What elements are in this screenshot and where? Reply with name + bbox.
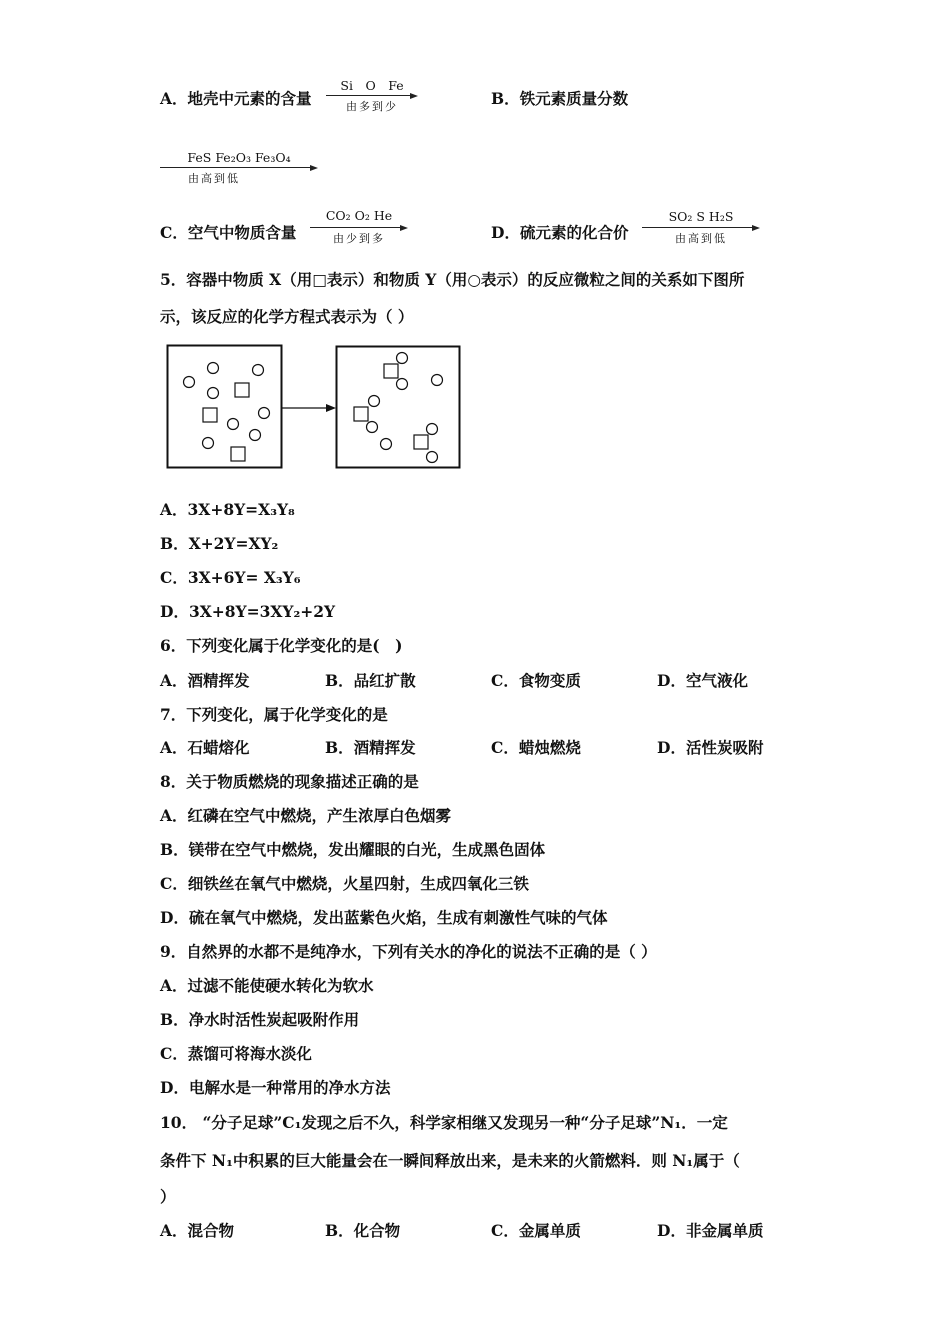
- q7-option-d: D．活性炭吸附: [657, 738, 764, 757]
- q8-option-d: D．硫在氧气中燃烧，发出蓝紫色火焰，生成有刺激性气味的气体: [160, 908, 608, 927]
- q9-stem: 9．自然界的水都不是纯净水，下列有关水的净化的说法不正确的是（ ）: [160, 942, 657, 961]
- q6-stem: 6．下列变化属于化学变化的是( ): [160, 636, 403, 655]
- q8-option-b: B．镁带在空气中燃烧，发出耀眼的白光，生成黑色固体: [160, 840, 546, 859]
- q4-option-c: C．空气中物质含量: [160, 223, 297, 242]
- q4-option-a: A．地壳中元素的含量: [160, 89, 312, 108]
- q4-option-a-arrow: [326, 76, 418, 118]
- q4-option-c-arrow: [310, 208, 408, 250]
- reactant-particles: [184, 363, 270, 462]
- q9-option-d: D．电解水是一种常用的净水方法: [160, 1078, 391, 1097]
- q10-option-b: B．化合物: [325, 1221, 401, 1240]
- q4-b-arrow-top: FeS Fe₂O₃ Fe₃O₄: [187, 150, 291, 165]
- x-particle-icon: [231, 447, 245, 461]
- q4-c-arrow-bottom: 由少到多: [333, 232, 385, 245]
- y-particle-icon: [203, 438, 214, 449]
- q10-option-d: D．非金属单质: [657, 1221, 764, 1240]
- reaction-arrow-icon: [326, 404, 336, 412]
- q4-d-arrow-bottom: 由高到低: [675, 232, 727, 245]
- arrow-shaft: [310, 227, 402, 228]
- q7-option-a: A．石蜡熔化: [160, 738, 250, 757]
- x-particle-icon: [235, 383, 249, 397]
- y-particle-icon: [369, 396, 380, 407]
- q8-stem: 8．关于物质燃烧的现象描述正确的是: [160, 772, 419, 791]
- x-particle-icon: [354, 407, 368, 421]
- q8-option-c: C．细铁丝在氧气中燃烧，火星四射，生成四氧化三铁: [160, 874, 529, 893]
- y-particle-icon: [208, 388, 219, 399]
- q5-stem-line2: 示，该反应的化学方程式表示为（ ）: [160, 307, 414, 326]
- y-particle-icon: [228, 419, 239, 430]
- q10-option-a: A．混合物: [160, 1221, 235, 1240]
- q9-option-c: C．蒸馏可将海水淡化: [160, 1044, 312, 1063]
- y-particle-icon: [397, 379, 408, 390]
- q4-c-arrow-top: CO₂ O₂ He: [325, 208, 393, 223]
- arrow-shaft: [160, 167, 312, 168]
- q8-option-a: A．红磷在空气中燃烧，产生浓厚白色烟雾: [160, 806, 452, 825]
- q6-option-b: B．品红扩散: [325, 671, 416, 690]
- arrow-shaft: [642, 227, 754, 228]
- q5-option-d: D．3X+8Y=3XY₂+2Y: [160, 602, 336, 621]
- q5-option-a: A．3X+8Y=X₃Y₈: [160, 500, 295, 519]
- q4-option-b-arrow: [160, 150, 318, 190]
- y-particle-icon: [397, 353, 408, 364]
- q10-stem-line3: ）: [160, 1187, 176, 1206]
- q6-option-c: C．食物变质: [491, 671, 581, 690]
- y-particle-icon: [259, 408, 270, 419]
- q5-option-c: C．3X+6Y= X₃Y₆: [160, 568, 301, 587]
- y-particle-icon: [208, 363, 219, 374]
- q7-stem: 7．下列变化，属于化学变化的是: [160, 705, 388, 724]
- q5-reaction-diagram: [160, 340, 470, 475]
- q4-option-b: B．铁元素质量分数: [491, 89, 629, 108]
- y-particle-icon: [253, 365, 264, 376]
- q9-option-a: A．过滤不能使硬水转化为软水: [160, 976, 374, 995]
- x-particle-icon: [384, 364, 398, 378]
- y-particle-icon: [367, 422, 378, 433]
- q4-a-arrow-bottom: 由多到少: [346, 100, 398, 113]
- y-particle-icon: [432, 375, 443, 386]
- q5-option-b: B．X+2Y=XY₂: [160, 534, 279, 553]
- q10-stem-line1: 10． “分子足球”C₁发现之后不久，科学家相继又发现另一种“分子足球”N₁．一定: [160, 1113, 728, 1132]
- q6-option-d: D．空气液化: [657, 671, 748, 690]
- q9-option-b: B．净水时活性炭起吸附作用: [160, 1010, 360, 1029]
- q6-option-a: A．酒精挥发: [160, 671, 250, 690]
- q10-stem-line2: 条件下 N₁中积累的巨大能量会在一瞬间释放出来，是未来的火箭燃料．则 N₁属于（: [160, 1151, 740, 1170]
- q4-a-arrow-top: Si O Fe: [340, 78, 404, 93]
- q4-d-arrow-top: SO₂ S H₂S: [668, 209, 734, 224]
- q5-stem-line1: 5．容器中物质 X（用□表示）和物质 Y（用○表示）的反应微粒之间的关系如下图所: [160, 270, 745, 289]
- arrow-shaft: [326, 95, 412, 96]
- x-particle-icon: [203, 408, 217, 422]
- y-particle-icon: [184, 377, 195, 388]
- y-particle-icon: [427, 452, 438, 463]
- y-particle-icon: [250, 430, 261, 441]
- y-particle-icon: [427, 424, 438, 435]
- product-particles: [354, 353, 443, 463]
- reactant-box: [168, 346, 282, 468]
- q7-option-b: B．酒精挥发: [325, 738, 416, 757]
- x-particle-icon: [414, 435, 428, 449]
- q4-option-d: D．硫元素的化合价: [491, 223, 629, 242]
- q4-option-d-arrow: [642, 208, 760, 250]
- q10-option-c: C．金属单质: [491, 1221, 581, 1240]
- y-particle-icon: [381, 439, 392, 450]
- q7-option-c: C．蜡烛燃烧: [491, 738, 581, 757]
- q4-b-arrow-bottom: 由高到低: [188, 172, 240, 185]
